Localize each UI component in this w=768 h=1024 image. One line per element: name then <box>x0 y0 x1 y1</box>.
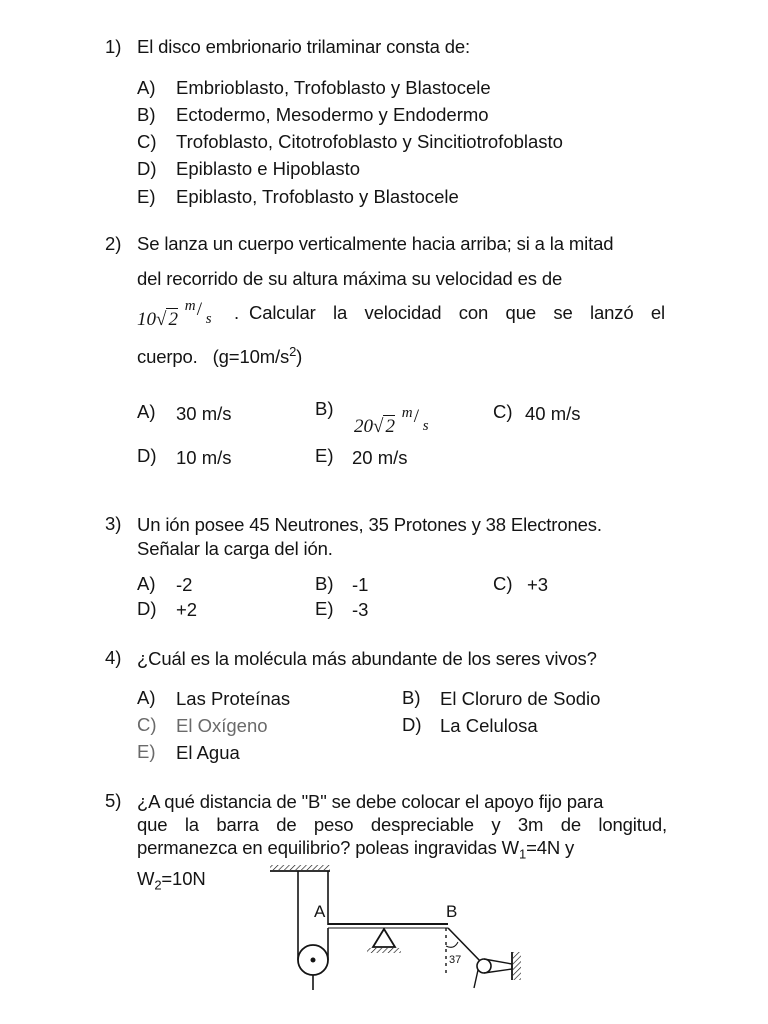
velocity-unit: m / s <box>184 298 212 327</box>
option-text: El Agua <box>176 742 240 763</box>
velocity-coefficient: 10 <box>137 309 156 330</box>
question-text-line: Se lanza un cuerpo verticalmente hacia arriba; si a la mitad <box>137 233 614 254</box>
option-letter: A) <box>137 687 156 708</box>
subscript: 1 <box>518 846 527 862</box>
unit-numerator: m <box>184 298 196 314</box>
velocity-radicand: 2 <box>168 309 178 330</box>
velocity-expression: 10√ 2 m / s <box>137 303 217 329</box>
text-fragment: W <box>137 868 155 889</box>
option-letter: D) <box>137 598 157 619</box>
fixed-support-icon <box>373 929 395 947</box>
lever-pulley-diagram <box>260 860 550 990</box>
angle-arc <box>446 942 458 947</box>
ceiling-support <box>270 865 330 870</box>
option-text: Las Proteínas <box>176 688 291 709</box>
option-radicand: 2 <box>385 416 395 437</box>
option-coefficient: 20 <box>354 416 373 437</box>
option-text: Epiblasto, Trofoblasto y Blastocele <box>176 186 459 207</box>
question-number: 1) <box>105 36 122 57</box>
option-letter: A) <box>137 401 156 422</box>
option-letter: A) <box>137 77 156 98</box>
option-text: 30 m/s <box>176 403 232 424</box>
label-b: B <box>446 902 458 921</box>
option-letter: D) <box>402 714 422 735</box>
text-fragment: ) <box>296 346 303 367</box>
option-letter: C) <box>493 401 513 422</box>
exponent: 2 <box>289 343 297 359</box>
option-text: +2 <box>176 599 198 620</box>
question-number: 3) <box>105 513 122 534</box>
option-letter: D) <box>137 445 157 466</box>
text-fragment: =10N <box>161 868 206 889</box>
question-text-line <box>137 343 303 367</box>
option-letter: C) <box>137 714 157 735</box>
text-fragment: cuerpo. <box>137 346 198 367</box>
question-text: ¿Cuál es la molécula más abundante de los seres vivos? <box>137 648 597 669</box>
option-text: -1 <box>352 574 369 595</box>
question-text-line: Calcular la velocidad con que se lanzó el <box>249 302 665 323</box>
option-text: El Cloruro de Sodio <box>440 688 601 709</box>
angle-label: 37 <box>449 954 462 966</box>
unit-denominator: s <box>205 311 212 327</box>
option-letter: E) <box>315 598 334 619</box>
option-text: 40 m/s <box>525 403 581 424</box>
rope-down-right <box>474 970 478 988</box>
label-a: A <box>314 902 326 921</box>
option-text: 20 m/s <box>352 447 408 468</box>
option-letter: C) <box>493 573 513 594</box>
wall-support <box>513 952 521 980</box>
question-text-line: que la barra de peso despreciable y 3m de longitud, <box>137 814 667 835</box>
option-letter: C) <box>137 131 157 152</box>
question-text: El disco embrionario trilaminar consta de: <box>137 36 471 57</box>
option-letter: A) <box>137 573 156 594</box>
option-letter: E) <box>315 445 334 466</box>
option-text: Epiblasto e Hipoblasto <box>176 158 361 179</box>
option-letter: D) <box>137 158 157 179</box>
subscript: 2 <box>154 877 162 893</box>
option-text: La Celulosa <box>440 715 538 736</box>
option-letter: E) <box>137 741 156 762</box>
option-text: -2 <box>176 574 193 595</box>
option-letter: B) <box>315 398 334 419</box>
question-text-line: Un ión posee 45 Neutrones, 35 Protones y 38 Electrones. <box>137 514 602 535</box>
question-text-line: ¿A qué distancia de "B" se debe colocar el apoyo fijo para <box>137 791 604 812</box>
text-fragment: =4N y <box>526 837 575 858</box>
question-number: 5) <box>105 790 122 811</box>
option-unit: m / s <box>401 405 429 434</box>
question-text-line <box>137 868 206 893</box>
fixed-support-ground <box>367 948 401 953</box>
unit-numerator: m <box>401 405 413 421</box>
unit-denominator: s <box>422 418 429 434</box>
text-fragment: (g=10m/s <box>212 346 290 367</box>
question-text-line: del recorrido de su altura máxima su velocidad es de <box>137 268 563 289</box>
option-letter: E) <box>137 186 156 207</box>
option-text: -3 <box>352 599 369 620</box>
pulley-hub-icon <box>311 958 316 963</box>
wall-pulley-icon <box>477 959 491 973</box>
option-text: El Oxígeno <box>176 715 268 736</box>
option-expression: 20√ 2 m / s <box>354 410 434 436</box>
option-letter: B) <box>137 104 156 125</box>
option-text: 10 m/s <box>176 447 232 468</box>
question-number: 4) <box>105 647 122 668</box>
text-fragment: permanezca en equilibrio? poleas ingravidas W <box>137 837 519 858</box>
option-letter: B) <box>315 573 334 594</box>
question-number: 2) <box>105 233 122 254</box>
option-text: Ectodermo, Mesodermo y Endodermo <box>176 104 489 125</box>
option-text: +3 <box>527 574 549 595</box>
option-text: Trofoblasto, Citotrofoblasto y Sincitiotrofoblasto <box>176 131 563 152</box>
option-text: Embrioblasto, Trofoblasto y Blastocele <box>176 77 491 98</box>
question-text-line: Señalar la carga del ión. <box>137 538 333 559</box>
option-letter: B) <box>402 687 421 708</box>
question-text-line <box>137 837 575 862</box>
